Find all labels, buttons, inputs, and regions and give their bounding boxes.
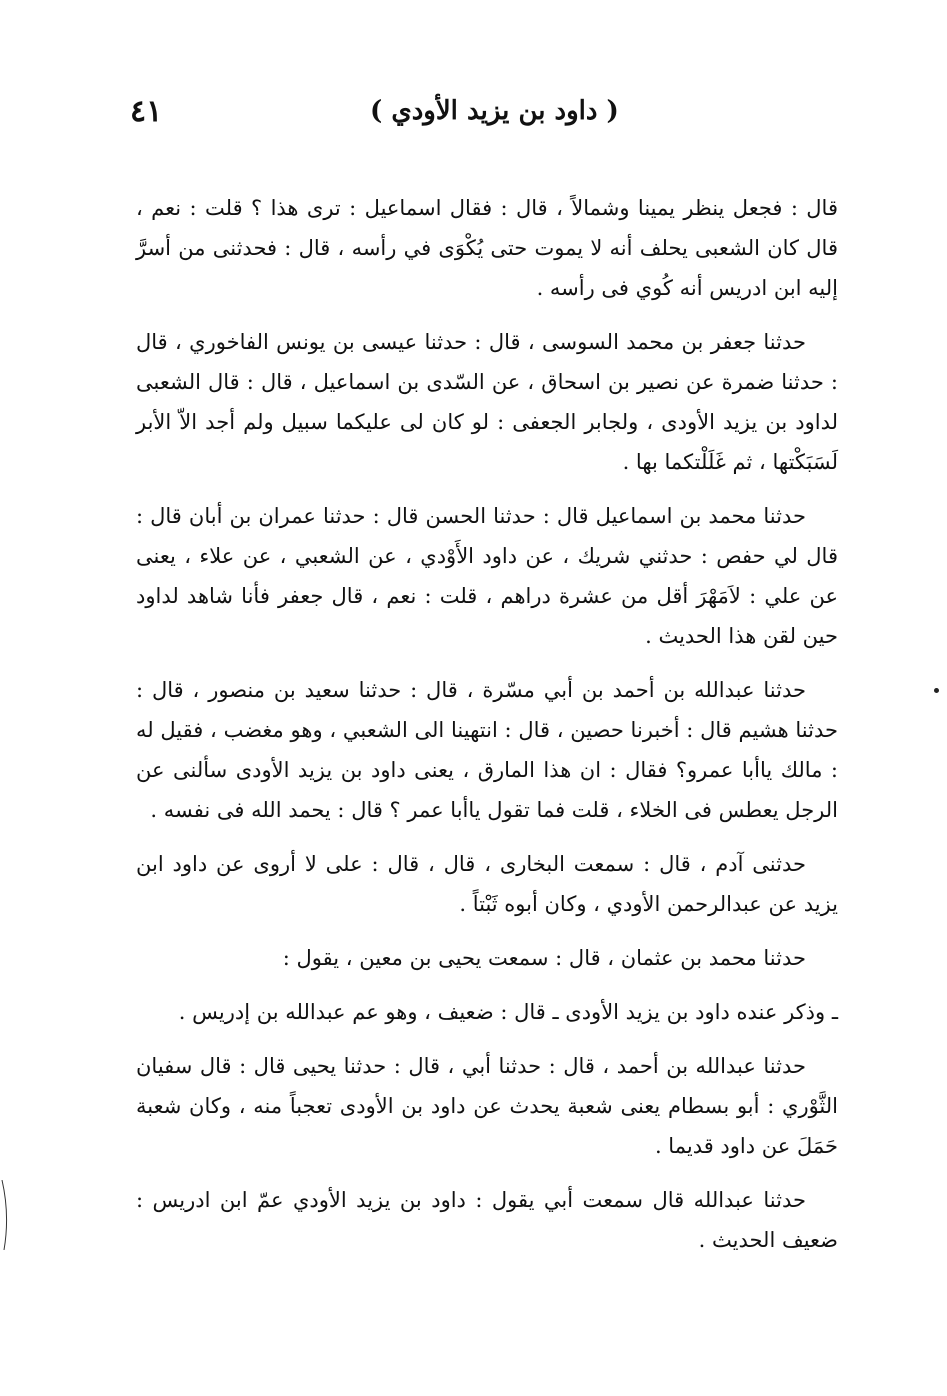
paragraph: حدثنا محمد بن اسماعيل قال : حدثنا الحسن قال : حدثنا عمران بن أبان قال : قال لي حفص : حدثني شريك ، عن داود الأَوْدي ، عن الشعبي ، عن علاء ، يعنى عن علي : لاَمَهْرَ أقل من عشرة دراهم ، قلت : نعم ، قال جعفر فأنا شاهد لداود حين لقن هذا الحديث .	[136, 504, 838, 648]
binding-curve	[0, 1180, 12, 1250]
paragraph: حدثنا عبدالله قال سمعت أبي يقول : داود بن يزيد الأودي عمّ ابن ادريس : ضعيف الحديث .	[136, 1188, 838, 1252]
scan-speck	[934, 688, 939, 693]
page-number: ٤١	[130, 94, 163, 129]
paragraph: قال : فجعل ينظر يمينا وشمالاً ، قال : فقال اسماعيل : ترى هذا ؟ قلت : نعم ، قال كان الشعبى يحلف أنه لا يموت حتى يُكْوَى في رأسه ، قال : فحدثنى من أسرَّ إليه ابن ادريس أنه كُوي فى رأسه .	[136, 196, 838, 300]
paragraph: حدثنا جعفر بن محمد السوسى ، قال : حدثنا عيسى بن يونس الفاخوري ، قال : حدثنا ضمرة عن نصير بن اسحاق ، عن السّدى بن اسماعيل ، قال : قال الشعبى لداود بن يزيد الأودى ، ولجابر الجعفى : لو كان لى عليكما سبيل ولم أجد الاّ الأبر لَسَبَكْتها ، ثم غَلَلْتكما بها .	[136, 330, 838, 474]
paragraph: حدثنا محمد بن عثمان ، قال : سمعت يحيى بن معين ، يقول :	[282, 946, 806, 970]
paragraph: حدثنا عبدالله بن أحمد بن أبي مسّرة ، قال : حدثنا سعيد بن منصور ، قال : حدثنا هشيم قال : أخبرنا حصين ، قال : انتهينا الى الشعبي ، وهو مغضب ، فقيل له : مالك ياأبا عمرو؟ فقال : ان هذا المارق ، يعنى داود بن يزيد الأودى سألنى عن الرجل يعطس فى الخلاء ، قلت فما تقول ياأبا عمر ؟ قال : يحمد الله فى نفسه .	[136, 678, 838, 822]
page-header	[0, 92, 947, 140]
body-text	[136, 188, 838, 1274]
paragraph: ـ وذكر عنده داود بن يزيد الأودى ـ قال : ضعيف ، وهو عم عبدالله بن إدريس .	[178, 1000, 838, 1024]
running-title: ( داود بن يزيد الأودي )	[370, 96, 619, 126]
paragraph: حدثنا عبدالله بن أحمد ، قال : حدثنا أبي ، قال : حدثنا يحيى قال : قال سفيان الثَّوْري : أبو بسطام يعنى شعبة يحدث عن داود بن الأودى تعجباً منه ، وكان شعبة حَمَلَ عن داود قديما .	[136, 1054, 838, 1158]
paragraph: حدثنى آدم ، قال : سمعت البخارى ، قال ، قال : على لا أروى عن داود ابن يزيد عن عبدالرحمن الأودي ، وكان أبوه ثَبْتاً .	[136, 852, 838, 916]
